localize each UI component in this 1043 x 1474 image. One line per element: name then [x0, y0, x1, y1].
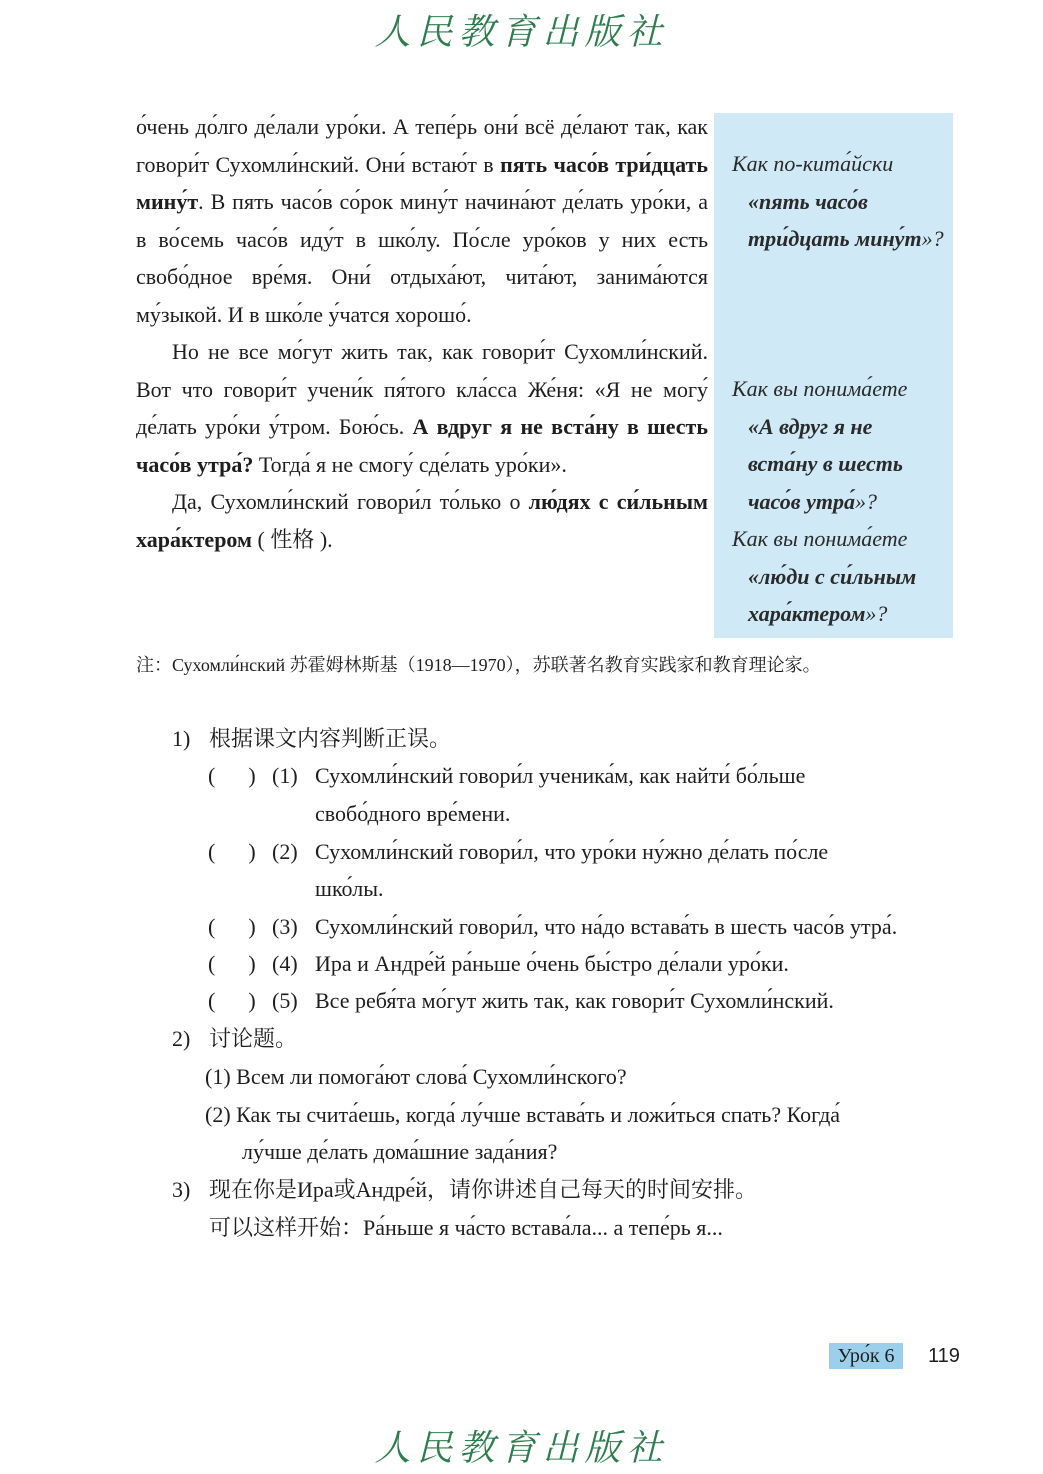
task-1-title: 根据课文内容判断正误。 — [209, 726, 452, 751]
highlighted-phrase: пять часо́в три́дцать мину́т — [136, 151, 709, 214]
margin-note-phrase: «пять часо́в три́дцать мину́т — [748, 188, 922, 251]
footnote — [136, 650, 986, 680]
item-text: Все ребя́та мо́гут жить так, как говори́т Сухомли́нский. — [315, 988, 834, 1013]
item-text: Ира и Андре́й ра́ньше о́чень бы́стро де́лали уро́ки. — [315, 951, 789, 976]
answer-box[interactable]: ( ) — [208, 763, 256, 788]
text-run: ( 性格 ). — [252, 526, 333, 552]
task-3-title: 现在你是Ира或Андре́й，请你讲述自己每天的时间安排。 — [209, 1177, 758, 1202]
publisher-logo-top: 人民教育出版社 — [374, 12, 669, 53]
answer-box[interactable]: ( ) — [208, 914, 256, 939]
paragraph-1 — [136, 108, 708, 333]
margin-note-phrase: «лю́ди с си́льным хара́ктером — [748, 563, 917, 626]
footnote-label: 注： — [136, 655, 172, 675]
margin-note-3 — [732, 520, 947, 633]
text-run: Но не все мо́гут жить так, как говори́т Сухомли́нский. Вот что говори́т учени́к пя́того кла́сса Же́ня: «Я не могу́ де́лать уро́ки у́тром. Бою́сь. — [136, 339, 708, 439]
margin-note-phrase: «А вдруг я не вста́ну в шесть часо́в утра́ — [748, 413, 903, 514]
discussion-question-1: (1) Всем ли помога́ют слова́ Сухомли́нского? — [205, 1064, 627, 1089]
item-text: Сухомли́нский говори́л, что уро́ки ну́жно де́лать по́сле — [315, 839, 829, 864]
item-text-cont: свобо́дного вре́мени. — [315, 801, 511, 826]
answer-box[interactable]: ( ) — [208, 988, 256, 1013]
margin-note-tail: »? — [865, 601, 888, 626]
margin-note-1 — [732, 145, 947, 258]
item-text-cont: шко́лы. — [315, 876, 384, 901]
text-run: . В пять часо́в со́рок мину́т начина́ют де́лать уро́ки, а в во́семь часо́в иду́т в шко́лу. По́сле уро́ков у них есть свобо́дное вре́мя. Они́ отдыха́ют, чита́ют, занима́ются му́зыкой. И в шко́ле у́чатся хорошо́. — [136, 189, 708, 327]
margin-note-lead: Как вы понима́ете — [732, 526, 908, 551]
task-1-number: 1) — [172, 726, 191, 751]
margin-note-tail: »? — [854, 488, 877, 514]
highlighted-phrase: А вдруг я не вста́ну в шесть часо́в утра́? — [136, 414, 708, 477]
margin-note-lead: Как по-кита́йски — [732, 151, 894, 176]
text-run: Тогда́ я не смогу́ сде́лать уро́ки». — [253, 451, 567, 477]
highlighted-phrase: лю́дях с си́льным хара́ктером — [136, 489, 708, 552]
answer-box[interactable]: ( ) — [208, 839, 256, 864]
task-3-number: 3) — [172, 1177, 191, 1202]
footnote-name: Сухомли́нский — [172, 655, 286, 675]
discussion-question-2: (2) Как ты счита́ешь, когда́ лу́чше встава́ть и ложи́ться спать? Когда́ — [205, 1102, 841, 1127]
item-text: Сухомли́нский говори́л, что на́до встава́ть в шесть часо́в утра́. — [315, 914, 898, 939]
margin-note-2 — [732, 370, 947, 520]
hint-label: 可以这样开始： — [209, 1215, 364, 1240]
item-text: Сухомли́нский говори́л ученика́м, как найти́ бо́льше — [315, 763, 806, 788]
margin-note-tail: »? — [921, 226, 944, 251]
page-number: 119 — [928, 1345, 960, 1367]
item-number: (3) — [272, 914, 298, 939]
publisher-logo-bottom: 人民教育出版社 — [374, 1428, 669, 1469]
text-run: Да, Сухомли́нский говори́л то́лько о — [172, 489, 529, 514]
item-number: (4) — [272, 951, 298, 976]
margin-note-lead: Как вы понима́ете — [732, 376, 908, 401]
footnote-text: 苏霍姆林斯基（1918—1970），苏联著名教育实践家和教育理论家。 — [285, 655, 821, 675]
text-run: о́чень до́лго де́лали уро́ки. А тепе́рь они́ всё де́лают так, как говори́т Сухомли́нский. Они́ встаю́т в — [136, 114, 708, 177]
item-number: (5) — [272, 988, 298, 1013]
item-number: (2) — [272, 839, 298, 864]
task-3-hint — [209, 1209, 723, 1247]
answer-box[interactable]: ( ) — [208, 951, 256, 976]
reading-text — [136, 108, 708, 558]
paragraph-2 — [136, 333, 708, 483]
hint-text: Ра́ньше я ча́сто встава́ла... а тепе́рь я... — [363, 1215, 723, 1240]
discussion-question-2-cont: лу́чше де́лать дома́шние зада́ния? — [242, 1139, 558, 1164]
task-2-title: 讨论题。 — [209, 1026, 298, 1051]
task-2-number: 2) — [172, 1026, 191, 1051]
lesson-label: Уро́к 6 — [829, 1343, 903, 1369]
item-number: (1) — [272, 763, 298, 788]
paragraph-3 — [136, 483, 708, 558]
